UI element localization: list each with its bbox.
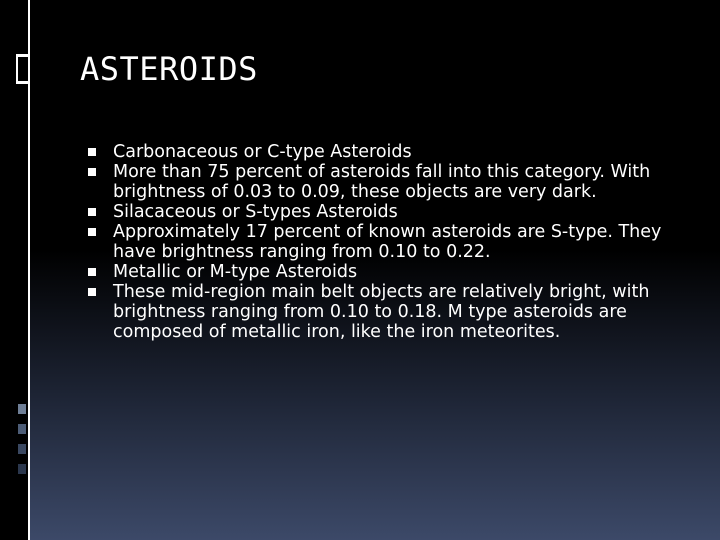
bullet-list [88,142,700,342]
decor-square-2 [18,424,26,434]
bullet-item [88,142,700,162]
bullet-text: More than 75 percent of asteroids fall into this category. With brightness of 0.03 to 0.09, these objects are very dark. [113,162,651,202]
bullet-square-icon [88,288,96,296]
bullet-square-icon [88,228,96,236]
bullet-text: These mid-region main belt objects are relatively bright, with brightness ranging from 0.10 to 0.18. M type asteroids are composed of metallic iron, like the iron meteorites. [113,282,650,342]
bullet-text: Metallic or M-type Asteroids [113,262,358,282]
bullet-item [88,202,700,222]
bullet-square-icon [88,268,96,276]
bullet-square-icon [88,148,96,156]
decor-square-4 [18,464,26,474]
bullet-square-icon [88,168,96,176]
bullet-text: Silacaceous or S-types Asteroids [113,202,398,222]
bullet-square-icon [88,208,96,216]
bullet-text: Carbonaceous or C-type Asteroids [113,142,412,162]
decor-square-1 [18,404,26,414]
bullet-item [88,282,700,342]
bullet-item [88,262,700,282]
bullet-item [88,162,700,202]
title-accent-square-inner [18,57,28,81]
bullet-text: Approximately 17 percent of known asteroids are S-type. They have brightness ranging from 0.10 to 0.22. [113,222,662,262]
decor-square-3 [18,444,26,454]
bullet-item [88,222,700,262]
slide-title: ASTEROIDS [80,50,258,88]
